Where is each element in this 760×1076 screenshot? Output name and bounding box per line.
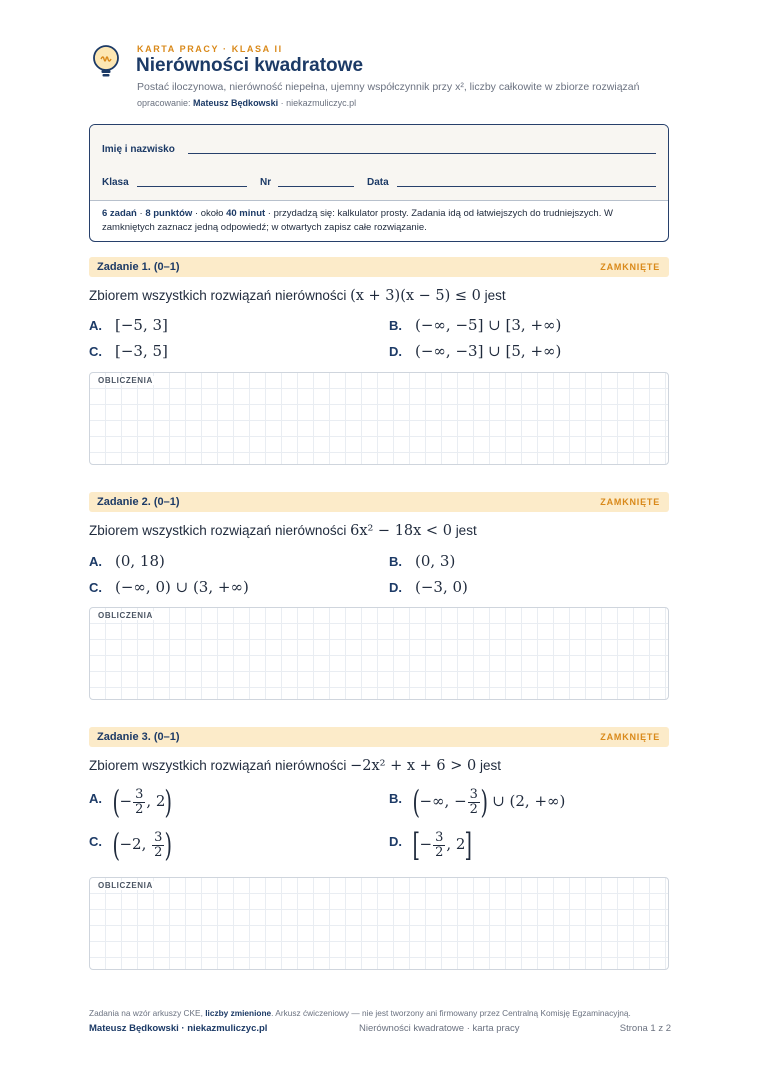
author-name: Mateusz Będkowski	[193, 98, 279, 108]
answer-option[interactable]	[112, 783, 173, 821]
answer-option[interactable]: [−5, 3]	[115, 316, 168, 334]
answer-option[interactable]: (−∞, −3] ∪ [5, +∞)	[415, 342, 562, 360]
question-math: −2x² + x + 6 > 0	[350, 758, 477, 774]
class-field[interactable]	[137, 186, 247, 187]
option-letter: A.	[89, 791, 102, 806]
bracket-open: [	[412, 826, 420, 864]
task-label: Zadanie 2. (0–1)	[97, 496, 180, 508]
class-label: Klasa	[102, 177, 129, 188]
option-tail: ∪ (2, +∞)	[487, 792, 566, 810]
answer-option[interactable]: (−∞, −5] ∪ [3, +∞)	[415, 316, 562, 334]
page-number: Strona 1 z 2	[619, 1023, 671, 1034]
name-label: Imię i nazwisko	[102, 144, 175, 155]
option-part: −	[419, 835, 433, 853]
answer-option[interactable]: [−3, 5]	[115, 342, 168, 360]
bracket-open: (	[412, 783, 420, 821]
calculation-label: OBLICZENIA	[98, 611, 153, 620]
student-info-box	[89, 124, 669, 242]
author-site: · niekazmuliczyc.pl	[278, 98, 357, 108]
note-part: Zadania na wzór arkuszy CKE,	[89, 1008, 206, 1018]
option-letter: C.	[89, 834, 102, 849]
option-letter: B.	[389, 554, 402, 569]
option-part: −2,	[119, 835, 152, 853]
option-letter: C.	[89, 580, 102, 595]
answer-option[interactable]: (−∞, 0) ∪ (3, +∞)	[115, 578, 249, 596]
footer-title: Nierówności kwadratowe · karta pracy	[359, 1023, 520, 1034]
task-label: Zadanie 1. (0–1)	[97, 261, 180, 273]
option-letter: B.	[389, 791, 402, 806]
nr-field[interactable]	[278, 186, 354, 187]
numerator: 3	[435, 829, 444, 845]
info-rest: · przydadzą się: kalkulator prosty. Zadania idą od łatwiejszych do trudniejszych. W zamkniętych zaznacz jedną odpowiedź; w otwartych zapisz całe rozwiązanie.	[102, 208, 613, 233]
denominator: 2	[435, 844, 444, 860]
calculation-label: OBLICZENIA	[98, 881, 153, 890]
option-letter: D.	[389, 580, 402, 595]
option-part: −	[119, 792, 133, 810]
note-part: . Arkusz ćwiczeniowy — nie jest tworzony ani firmowany przez Centralną Komisję Egzaminacyjną.	[271, 1008, 631, 1018]
author-prefix: opracowanie:	[137, 98, 194, 108]
option-letter: A.	[89, 554, 102, 569]
calculation-area[interactable]	[89, 877, 669, 970]
bracket-close: )	[480, 783, 488, 821]
numerator: 3	[135, 786, 144, 802]
answer-option[interactable]: (0, 18)	[115, 552, 165, 570]
numerator: 3	[469, 786, 478, 802]
point-count: 8 punktów	[145, 208, 193, 219]
denominator: 2	[154, 844, 163, 860]
option-part: , 2	[446, 835, 466, 853]
option-letter: B.	[389, 318, 402, 333]
footer-note	[89, 1008, 631, 1018]
student-fields	[90, 125, 668, 201]
task-count: 6 zadań	[102, 208, 137, 219]
option-letter: A.	[89, 318, 102, 333]
task-label: Zadanie 3. (0–1)	[97, 731, 180, 743]
bracket-open: (	[112, 826, 120, 864]
bracket-close: )	[164, 783, 173, 821]
denominator: 2	[135, 801, 144, 817]
question-text: Zbiorem wszystkich rozwiązań nierówności	[89, 758, 347, 773]
task-question	[89, 288, 506, 304]
bracket-close: ]	[464, 826, 473, 864]
task-header	[89, 727, 669, 747]
option-letter: D.	[389, 834, 402, 849]
calculation-label: OBLICZENIA	[98, 376, 153, 385]
fraction	[433, 831, 445, 860]
fraction	[468, 788, 480, 817]
page-subtitle: Postać iloczynowa, nierówność niepełna, ujemny współczynnik przy x², liczby całkowite w zbiorze rozwiązań	[137, 81, 640, 93]
question-math: 6x² − 18x < 0	[350, 523, 452, 539]
fraction	[133, 788, 145, 817]
worksheet-info	[102, 207, 658, 235]
task-type-badge: ZAMKNIĘTE	[600, 732, 660, 742]
nr-label: Nr	[260, 177, 272, 188]
task-header	[89, 492, 669, 512]
time-limit: 40 minut	[226, 208, 266, 219]
name-field[interactable]	[188, 153, 656, 154]
answer-option[interactable]: (−3, 0)	[415, 578, 468, 596]
task-type-badge: ZAMKNIĘTE	[600, 262, 660, 272]
question-end: jest	[455, 523, 477, 538]
date-field[interactable]	[397, 186, 656, 187]
bracket-close: )	[164, 826, 173, 864]
fraction	[152, 831, 164, 860]
date-label: Data	[367, 177, 389, 188]
option-letter: C.	[89, 344, 102, 359]
task-question	[89, 523, 477, 539]
question-text: Zbiorem wszystkich rozwiązań nierówności	[89, 523, 347, 538]
answer-option[interactable]	[412, 783, 566, 821]
denominator: 2	[469, 801, 478, 817]
page-title: Nierówności kwadratowe	[136, 55, 364, 76]
question-end: jest	[484, 288, 506, 303]
footer-author: Mateusz Będkowski · niekazmuliczyc.pl	[89, 1023, 268, 1034]
answer-option[interactable]	[412, 826, 473, 864]
question-end: jest	[479, 758, 501, 773]
info-sep: ·	[136, 208, 146, 219]
answer-option[interactable]: (0, 3)	[415, 552, 456, 570]
answer-option[interactable]	[112, 826, 173, 864]
bracket-open: (	[112, 783, 120, 821]
task-header	[89, 257, 669, 277]
task-question	[89, 758, 501, 774]
question-text: Zbiorem wszystkich rozwiązań nierówności	[89, 288, 347, 303]
option-letter: D.	[389, 344, 402, 359]
info-mid: · około	[192, 208, 227, 219]
worksheet-kicker: KARTA PRACY · KLASA II	[137, 44, 283, 54]
calculation-area[interactable]	[89, 607, 669, 700]
calculation-area[interactable]	[89, 372, 669, 465]
question-math: (x + 3)(x − 5) ≤ 0	[350, 288, 481, 304]
numerator: 3	[154, 829, 163, 845]
task-type-badge: ZAMKNIĘTE	[600, 497, 660, 507]
author-line	[137, 98, 356, 108]
lightbulb-icon	[90, 44, 122, 78]
note-emphasis: liczby zmienione	[205, 1008, 272, 1018]
option-part: −∞, −	[419, 792, 467, 810]
option-part: , 2	[146, 792, 166, 810]
